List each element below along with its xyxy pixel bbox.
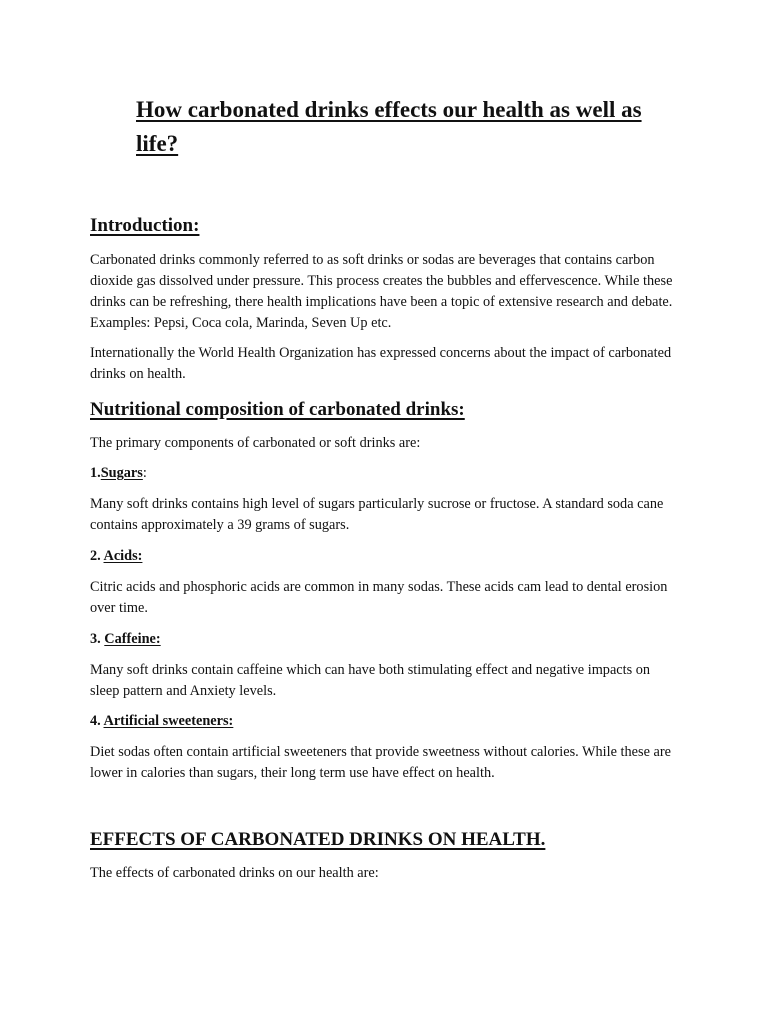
document-title: How carbonated drinks effects our health as well as life? [136, 97, 642, 156]
item-label: Sugars [100, 465, 143, 481]
item-label: Artificial sweeteners: [103, 713, 234, 729]
item-sugars-text: Many soft drinks contains high level of sugars particularly sucrose or fructose. A standard soda cane contains approximately a 39 grams of sugars. [90, 496, 664, 533]
effects-heading: EFFECTS OF CARBONATED DRINKS ON HEALTH. [90, 829, 546, 850]
effects-intro: The effects of carbonated drinks on our health are: [90, 865, 379, 881]
item-caffeine-text: Many soft drinks contain caffeine which can have both stimulating effect and negative impacts on sleep pattern and Anxiety levels. [90, 662, 651, 699]
item-acids-text: Citric acids and phosphoric acids are common in many sodas. These acids cam lead to dental erosion over time. [90, 579, 668, 616]
item-number: 1. [90, 465, 101, 481]
item-caffeine-heading [90, 629, 161, 650]
nutrition-heading: Nutritional composition of carbonated drinks: [90, 399, 465, 420]
item-acids-heading [90, 546, 142, 567]
item-number: 2. [90, 548, 104, 564]
item-sugars-heading [90, 463, 147, 484]
introduction-paragraph: Carbonated drinks commonly referred to as soft drinks or sodas are beverages that contains carbon dioxide gas dissolved under pressure. This process creates the bubbles and effervescence. While these drinks can be refreshing, there health implications have been a topic of extensive research and debate. Examples: Pepsi, Coca cola, Marinda, Seven Up etc. [90, 252, 673, 331]
item-number: 4. [90, 713, 104, 729]
nutrition-intro: The primary components of carbonated or soft drinks are: [90, 435, 421, 451]
item-number: 3. [90, 631, 105, 647]
item-label: Caffeine: [104, 631, 161, 647]
who-paragraph: Internationally the World Health Organization has expressed concerns about the impact of carbonated drinks on health. [90, 345, 672, 382]
introduction-heading: Introduction: [90, 215, 200, 236]
item-label: Acids: [103, 548, 143, 564]
item-sweeteners-heading [90, 711, 233, 732]
item-sweeteners-text: Diet sodas often contain artificial sweeteners that provide sweetness without calories. While these are lower in calories than sugars, their long term use have effect on health. [90, 744, 671, 781]
item-suffix: : [142, 465, 147, 481]
